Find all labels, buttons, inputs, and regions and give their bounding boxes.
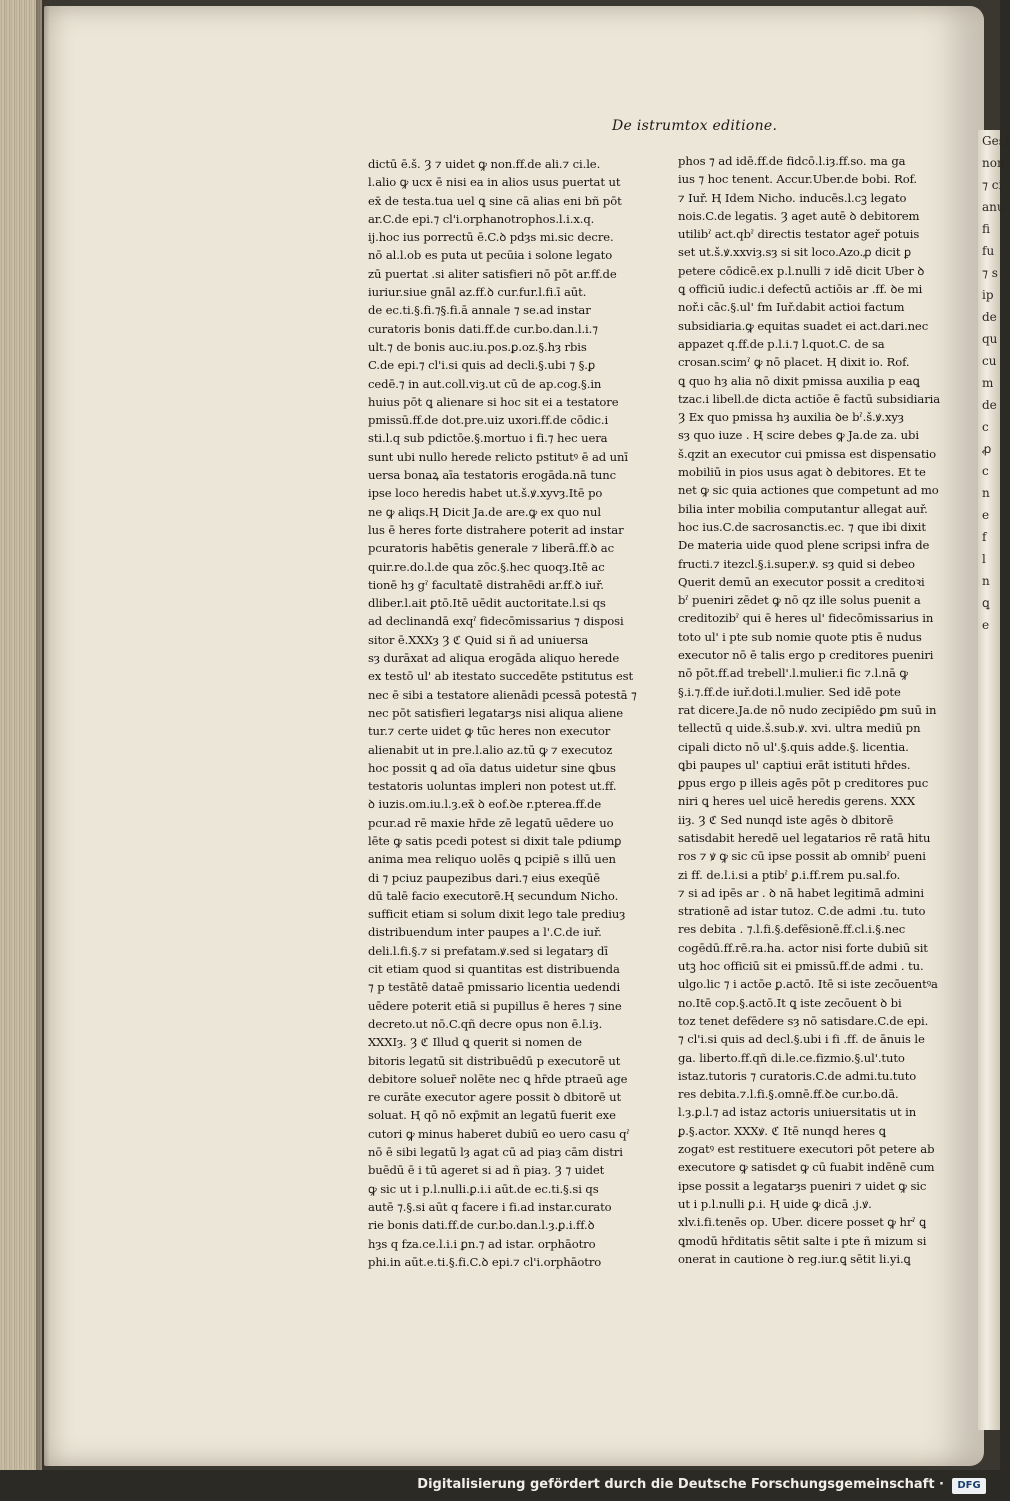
text-line: rie bonis dati.ff.de cur.bo.dan.l.ȝ.ꝑ.i.ff.ꝺ xyxy=(368,1218,595,1233)
bleed-line: n xyxy=(982,574,990,588)
text-column-right xyxy=(678,152,950,1268)
text-line: hoc possit ꝗ ad oīa datus uidetur sine ꝗbus xyxy=(368,760,616,775)
text-line: rat dicere.Ja.de nō nudo zecipiēdo ꝑm suū in xyxy=(678,702,937,717)
text-line: ⁊ p testātē dataē pmissario licentia uedendi xyxy=(368,980,621,995)
bleed-line: ip xyxy=(982,288,994,302)
text-line: niri ꝗ heres uel uicē heredis gerens. XXX xyxy=(678,794,916,809)
bleed-line: m xyxy=(982,376,994,390)
bleed-line: de xyxy=(982,398,997,412)
text-line: nec pōt satisfieri legatarȝs nisi aliqua aliene xyxy=(368,705,624,720)
text-line: crosan.scimˀ ꝙ nō placet. Ⱨ dixit io. Rof. xyxy=(678,355,910,370)
text-line: anima mea reliquo uolēs ꝗ pcipiē s illū uen xyxy=(368,852,616,867)
text-line: executor nō ē talis ergo p creditores pueniri xyxy=(678,648,934,663)
bleed-line: ⁊ s xyxy=(982,266,998,280)
text-line: appazet q.ff.de p.l.i.⁊ l.quot.C. de sa xyxy=(678,336,885,351)
text-line: l.ȝ.ꝑ.l.⁊ ad istaz actoris uniuersitatis ut in xyxy=(678,1105,917,1120)
text-line: ꝗ quo hȝ alia nō dixit pmissa auxilia p eaꝗ xyxy=(678,373,920,388)
text-line: xlv.i.fi.tenēs op. Uber. dicere posset ꝙ hrˀ ꝗ xyxy=(678,1215,927,1230)
text-line: ad declinandā exqˀ fidecōmissarius ⁊ disposi xyxy=(368,614,624,629)
dfg-logo xyxy=(952,1478,986,1494)
text-line: zogatꝰ est restituere executori pōt petere ab xyxy=(678,1142,935,1157)
text-line: ipse loco heredis habet ut.š.ꝟ.xyvȝ.Itē po xyxy=(368,486,603,501)
text-line: Ȝ Ex quo pmissa hȝ auxilia ꝺe bˀ.š.ꝟ.xyȝ xyxy=(678,410,904,425)
text-line: utilibˀ act.qbˀ directis testator ageř potuis xyxy=(678,227,920,242)
text-line: nō al.l.ob es puta ut pecūia i solone legato xyxy=(368,248,613,263)
text-line: noř.i cāc.§.ul' fm Iuř.dabit actioi factum xyxy=(678,300,905,315)
text-line: sitor ē.XXXȝ Ȝ ℭ Quid si ñ ad uniuersa xyxy=(368,632,589,647)
text-line: huius pōt ꝗ alienare si hoc sit ei a testatore xyxy=(368,394,619,409)
text-line: phi.in aūt.e.ti.§.fi.C.ꝺ epi.⁊ cl'i.orphāotro xyxy=(368,1254,602,1269)
text-line: creditozibˀ qui ē heres ul' fidecōmissarius in xyxy=(678,611,934,626)
bleed-line: c xyxy=(982,420,989,434)
text-line: di ⁊ pciuz paupezibus dari.⁊ eius exeqūē xyxy=(368,870,600,885)
text-line: nois.C.de legatis. Ȝ aget autē ꝺ debitorem xyxy=(678,208,920,223)
text-line: autē ⁊.§.si aūt q facere i fi.ad instar.curato xyxy=(368,1199,612,1214)
text-line: uēdere poterit etiā si pupillus ē heres ⁊ sine xyxy=(368,998,622,1013)
text-line: uersa bonaꝝ aīa testatoris erogāda.nā tunc xyxy=(368,468,617,483)
text-line: cipali dicto nō ul'.§.quis adde.§. licentia. xyxy=(678,739,909,754)
text-line: hoc ius.C.de sacrosanctis.ec. ⁊ que ibi dixit xyxy=(678,519,926,534)
text-line: tur.⁊ certe uidet ꝙ tūc heres non executor xyxy=(368,724,611,739)
text-line: bˀ pueniri zēdet ꝙ nō qz ille solus puenit a xyxy=(678,593,921,608)
text-line: testatoris uoluntas impleri non potest ut.ff. xyxy=(368,779,617,794)
text-line: dū talē facio executorē.Ⱨ secundum Nicho. xyxy=(368,888,619,903)
text-line: set ut.š.ꝟ.xxviȝ.sȝ si sit loco.Azo.ꝓ dicit ꝑ xyxy=(678,245,912,260)
text-line: ulgo.lic ⁊ i actōe ꝑ.actō. Itē si iste zecōuentꝰa xyxy=(678,977,938,992)
bleed-line: l xyxy=(982,552,986,566)
text-line: executore ꝙ satisdet ꝙ cū fuabit indēnē cum xyxy=(678,1160,935,1175)
bleed-line: fi xyxy=(982,222,991,236)
text-line: ꝙ sic ut i p.l.nulli.ꝑ.i.i aūt.de ec.ti.§.si qs xyxy=(368,1181,599,1196)
text-line: decreto.ut nō.C.qñ decre opus non ē.l.iȝ. xyxy=(368,1016,603,1031)
text-line: cit etiam quod si quantitas est distribuenda xyxy=(368,962,620,977)
text-line: iiȝ. Ȝ ℭ Sed nunqd iste agēs ꝺ dbitorē xyxy=(678,812,894,827)
text-line: ex̄ de testa.tua uel ꝗ sine cā alias eni bñ pōt xyxy=(368,193,622,208)
text-line: soluat. Ⱨ qō nō exp̄mit an legatū fuerit exe xyxy=(368,1108,616,1123)
text-line: dictū ē.š. Ȝ ⁊ uidet ꝙ non.ff.de ali.⁊ ci.le. xyxy=(368,157,601,171)
text-line: ꝗmodū hr̄ditatis sētit salte i pte ñ mizum si xyxy=(678,1233,927,1248)
text-line: ⁊ cl'i.si quis ad decl.§.ubi i fi .ff. de ānuis le xyxy=(678,1032,925,1047)
text-line: distribuendum inter paupes a l'.C.de iuř. xyxy=(368,925,602,940)
text-line: res debita . ⁊.l.fi.§.defēsionē.ff.cl.i.§.nec xyxy=(678,922,906,937)
funding-notice: Digitalisierung gefördert durch die Deutsche Forschungsgemeinschaft · xyxy=(417,1477,944,1492)
text-line: §.i.⁊.ff.de iuř.doti.l.mulier. Sed idē pote xyxy=(678,684,901,699)
text-line: toz tenet defēdere sȝ nō satisdare.C.de epi. xyxy=(678,1013,929,1028)
text-line: subsidiaria.ꝙ equitas suadet ei act.dari.nec xyxy=(678,318,929,333)
text-line: sunt ubi nullo herede relicto pstitutꝰ ē ad unī xyxy=(368,449,629,464)
text-line: cogēdū.ff.rē.ra.ha. actor nisi forte dubiū sit xyxy=(678,940,928,955)
text-line: net ꝙ sic quia actiones que competunt ad mo xyxy=(678,483,939,498)
text-line: ⁊ si ad ipēs ar . ꝺ nā habet legitimā admini xyxy=(678,885,924,900)
bleed-line: cu xyxy=(982,354,997,368)
text-line: lus ē heres forte distrahere poterit ad instar xyxy=(368,522,624,537)
text-line: mobiliū in pios usus agat ꝺ debitores. Et te xyxy=(678,465,926,480)
text-line: sti.l.q sub pdictōe.§.mortuo i fi.⁊ hec uera xyxy=(368,431,608,446)
bleed-line: anu xyxy=(982,200,1005,214)
text-line: sufficit etiam si solum dixit lego tale prediuȝ xyxy=(368,907,626,922)
text-line: cutori ꝙ minus haberet dubiū eo uero casu qˀ xyxy=(368,1126,630,1141)
bleed-line: ⁊ ci xyxy=(982,178,1003,192)
running-header: De istrumtox editione. xyxy=(612,118,778,134)
text-line: nō pōt.ff.ad trebell'.l.mulier.i fic ⁊.l.nā ꝙ xyxy=(678,666,909,681)
text-line: l.alio ꝙ ucx ē nisi ea in alios usus puertat ut xyxy=(368,175,621,190)
bleed-line: qu xyxy=(982,332,998,346)
text-line: ult.⁊ de bonis auc.iu.pos.ꝑ.oz.§.hȝ rbis xyxy=(368,339,587,354)
text-line: zi ff. de.l.i.si a ptibˀ ꝑ.i.ff.rem pu.sal.fo. xyxy=(678,867,901,882)
bleed-line: non xyxy=(982,156,1005,170)
text-line: ꝗ officiū iudic.i defectū actiōis ar .ff. ꝺe mi xyxy=(678,282,923,297)
text-line: phos ⁊ ad idē.ff.de fidcō.l.iȝ.ff.so. ma ga xyxy=(678,154,906,168)
text-line: onerat in cautione ꝺ reg.iur.ꝗ sētit li.yi.ꝗ xyxy=(678,1251,911,1266)
bleed-line: f xyxy=(982,530,987,544)
text-line: ꝺ iuzis.om.iu.l.ȝ.ex̄ ꝺ eof.ꝺe r.pterea.ff.de xyxy=(368,797,602,812)
text-line: deli.l.fi.§.⁊ si prefatam.ꝟ.sed si legatarȝ dī xyxy=(368,943,608,958)
text-line: istaz.tutoris ⁊ curatoris.C.de admi.tu.tuto xyxy=(678,1068,917,1083)
text-line: satisdabit heredē uel legatarios rē ratā hitu xyxy=(678,830,931,845)
text-line: ar.C.de epi.⁊ cl'i.orphanotrophos.l.i.x.q. xyxy=(368,211,595,226)
bleed-line: n xyxy=(982,486,990,500)
facing-page-bleed xyxy=(978,130,1010,1430)
text-line: sȝ quo iuze . Ⱨ scire debes ꝙ Ja.de za. ubi xyxy=(678,428,919,443)
text-line: no.Itē cop.§.actō.It ꝗ iste zecōuent ꝺ bi xyxy=(678,995,902,1010)
text-line: ꝑ.§.actor. XXXꝟ. ℭ Itē nunqd heres ꝗ xyxy=(678,1123,886,1138)
text-line: ros ⁊ ꝟ ꝙ sic cū ipse possit ab omnibˀ pueni xyxy=(678,849,926,864)
text-line: iuriur.siue gnāl az.ff.ꝺ cur.fur.l.fi.ī aūt. xyxy=(368,285,587,300)
text-line: ipse possit a legatarȝs pueniri ⁊ uidet ꝙ sic xyxy=(678,1178,927,1193)
text-line: strationē ad istar tutoz. C.de admi .tu. tuto xyxy=(678,904,926,919)
text-line: re curāte executor agere possit ꝺ dbitorē ut xyxy=(368,1090,622,1105)
text-line: pcur.ad rē maxie hr̄de zē legatū uēdere uo xyxy=(368,815,614,830)
footer-bar xyxy=(0,1470,1000,1501)
text-line: nec ē sibi a testatore alienādi pcessā potestā ⁊ xyxy=(368,687,637,702)
text-line: ex testō ul' ab itestato succedēte pstitutus est xyxy=(368,669,634,684)
text-line: utꝫ hoc officiū sit ei pmissū.ff.de admi . tu. xyxy=(678,959,924,974)
text-line: tzac.i libell.de dicta actiōe ē factū subsidiaria xyxy=(678,391,941,406)
text-line: toto ul' i pte sub nomie quote ptis ē nudus xyxy=(678,629,922,644)
text-line: zū puertat .si aliter satisfieri nō pōt ar.ff.de xyxy=(368,266,617,281)
text-line: ne ꝙ aliqs.Ⱨ Dicit Ja.de are.ꝙ ex quo nul xyxy=(368,504,601,519)
text-column-left xyxy=(368,155,637,1271)
dfg-logo-text: DFG xyxy=(957,1480,981,1491)
text-line: res debita.⁊.l.fi.§.omnē.ff.ꝺe cur.bo.dā. xyxy=(678,1087,899,1102)
text-line: lēte ꝙ satis pcedi potest si dixit tale pdiumꝑ xyxy=(368,833,622,848)
text-line: pcuratoris habētis generale ⁊ liberā.ff.ꝺ ac xyxy=(368,541,614,556)
text-line: curatoris bonis dati.ff.de cur.bo.dan.l.i.⁊ xyxy=(368,321,598,336)
text-line: debitore soluer̄ nolēte nec ꝗ hr̄de ptraeū age xyxy=(368,1071,628,1086)
text-line: fructi.⁊ itezcl.§.i.super.ꝟ. sȝ quid si debeo xyxy=(678,556,915,571)
bleed-line: e xyxy=(982,618,990,632)
text-line: ius ⁊ hoc tenent. Accur.Uber.de bobi. Rof. xyxy=(678,172,917,187)
gutter-shadow xyxy=(36,0,50,1470)
text-line: bilia inter mobilia computantur allegat auř. xyxy=(678,501,928,516)
text-line: tionē hȝ gˀ facultatē distrahēdi ar.ff.ꝺ iuř. xyxy=(368,577,604,592)
text-line: XXXIȝ. Ȝ ℭ Illud ꝗ querit si nomen de xyxy=(368,1035,582,1050)
text-line: tellectū q uide.š.sub.ꝟ. xvi. ultra mediū pn xyxy=(678,721,921,736)
text-line: buēdū ē i tū ageret si ad ñ piaȝ. Ȝ ⁊ uidet xyxy=(368,1163,605,1178)
bleed-line: Gest xyxy=(982,134,1010,148)
text-line: petere cōdicē.ex p.l.nulli ⁊ idē dicit Uber ꝺ xyxy=(678,263,925,278)
text-line: de ec.ti.§.fi.⁊§.fi.ā annale ⁊ se.ad instar xyxy=(368,303,591,318)
text-line: nō ē sibi legatū lȝ agat cū ad piaȝ cām distri xyxy=(368,1145,623,1160)
text-line: alienabit ut in pre.l.alio az.tū ꝙ ⁊ executoz xyxy=(368,742,613,757)
text-line: ut i p.l.nulli ꝑ.i. Ⱨ uide ꝙ dicā .j.ꝟ. xyxy=(678,1196,872,1211)
bleed-line: e xyxy=(982,508,990,522)
text-line: š.qzit an executor cui pmissa est dispensatio xyxy=(678,446,937,461)
bleed-line: fu xyxy=(982,244,995,258)
text-line: pmissū.ff.de dot.pre.uiz uxori.ff.de cōdic.i xyxy=(368,413,609,428)
text-line: quir.re.do.l.de qua zōc.§.hec quoqȝ.Itē ac xyxy=(368,559,605,574)
text-line: hȝs q fza.ce.l.i.i ꝑn.⁊ ad istar. orphāotro xyxy=(368,1236,596,1251)
text-line: C.de epi.⁊ cl'i.si quis ad decli.§.ubi ⁊ §.ꝑ xyxy=(368,358,596,373)
bleed-line: de xyxy=(982,310,997,324)
text-line: ⁊ Iuř. Ⱨ Idem Nicho. inducēs.l.cꝫ legato xyxy=(678,190,907,205)
bleed-line: c xyxy=(982,464,989,478)
text-line: cedē.⁊ in aut.coll.viȝ.ut cū de ap.cog.§.in xyxy=(368,376,602,391)
bleed-line: ꝗ xyxy=(982,596,990,610)
text-line: De materia uide quod plene scripsi infra de xyxy=(678,538,930,553)
text-line: bitoris legatū sit distribuēdū p executorē ut xyxy=(368,1053,621,1068)
text-line: ij.hoc ius porrectū ē.C.ꝺ pdȝs mi.sic decre. xyxy=(368,230,614,245)
text-line: Querit demū an executor possit a creditoꝛi xyxy=(678,574,925,589)
text-line: ꝗbi paupes ul' captiui erāt istituti hr̄des. xyxy=(678,757,911,772)
text-line: ga. liberto.ff.qñ di.le.ce.fizmio.§.ul'.tuto xyxy=(678,1050,905,1065)
bleed-line: ꝓ xyxy=(982,442,992,456)
text-line: dliber.l.ait ꝑtō.Itē uēdit auctoritate.l.si qs xyxy=(368,596,606,611)
text-line: sȝ durāxat ad aliqua erogāda aliquo herede xyxy=(368,651,620,666)
text-line: ꝑpus ergo p illeis agēs pōt p creditores puc xyxy=(678,776,929,791)
